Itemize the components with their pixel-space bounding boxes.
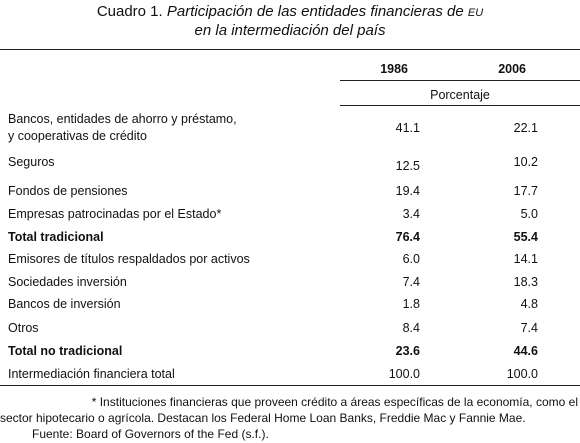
row-value-1986: 1.8 [402, 297, 420, 311]
row-value-1986: 100.0 [388, 367, 420, 381]
row-value-2006: 17.7 [513, 184, 538, 198]
table-title-line1 [0, 2, 580, 23]
source-note: Fuente: Board of Governors of the Fed (s.f.). [32, 427, 269, 441]
row-label: Bancos, entidades de ahorro y préstamo, y cooperativas de crédito [8, 112, 237, 143]
row-value-1986: 19.4 [395, 184, 420, 198]
bottom-rule [0, 385, 580, 386]
row-value-2006: 5.0 [520, 207, 538, 221]
column-header-2006: 2006 [498, 62, 526, 76]
row-label: Sociedades inversión [8, 275, 127, 289]
row-label: Seguros [8, 155, 55, 169]
row-label: Fondos de pensiones [8, 184, 128, 198]
row-label: Total tradicional [8, 230, 104, 244]
row-value-2006: 22.1 [513, 121, 538, 135]
row-value-1986: 8.4 [402, 321, 420, 335]
row-value-1986: 12.5 [395, 159, 420, 173]
row-value-2006: 44.6 [513, 344, 538, 358]
row-value-1986: 23.6 [395, 344, 420, 358]
unit-rule [340, 105, 580, 106]
row-value-1986: 41.1 [395, 121, 420, 135]
row-label: Total no tradicional [8, 344, 123, 358]
row-label: Otros [8, 321, 39, 335]
top-rule [0, 49, 580, 50]
table-row [0, 111, 580, 145]
unit-label: Porcentaje [430, 88, 490, 102]
row-value-2006: 18.3 [513, 275, 538, 289]
row-label: Empresas patrocinadas por el Estado* [8, 207, 222, 221]
header-rule [340, 80, 580, 81]
footnote-line2: sector hipotecario o agrícola. Destacan los Federal Home Loan Banks, Freddie Mac y Fannie Mae. [0, 411, 526, 425]
row-value-2006: 55.4 [513, 230, 538, 244]
row-value-1986: 3.4 [402, 207, 420, 221]
row-value-1986: 6.0 [402, 252, 420, 266]
row-label: Bancos de inversión [8, 297, 121, 311]
row-label: Intermediación financiera total [8, 367, 175, 381]
title-country: EU [467, 7, 484, 19]
row-value-2006: 100.0 [506, 367, 538, 381]
title-italic-text: Participación de las entidades financieras de [166, 3, 464, 20]
row-label: Emisores de títulos respaldados por activos [8, 252, 250, 266]
footnote-line1: * Instituciones financieras que proveen crédito a áreas específicas de la economía, como el [91, 395, 578, 409]
row-value-2006: 10.2 [513, 155, 538, 169]
table-title-line2: en la intermediación del país [194, 22, 386, 39]
row-value-1986: 76.4 [395, 230, 420, 244]
row-value-1986: 7.4 [402, 275, 420, 289]
column-header-1986: 1986 [380, 62, 408, 76]
title-prefix: Cuadro 1. [96, 3, 163, 20]
row-value-2006: 7.4 [520, 321, 538, 335]
row-value-2006: 4.8 [520, 297, 538, 311]
row-value-2006: 14.1 [513, 252, 538, 266]
